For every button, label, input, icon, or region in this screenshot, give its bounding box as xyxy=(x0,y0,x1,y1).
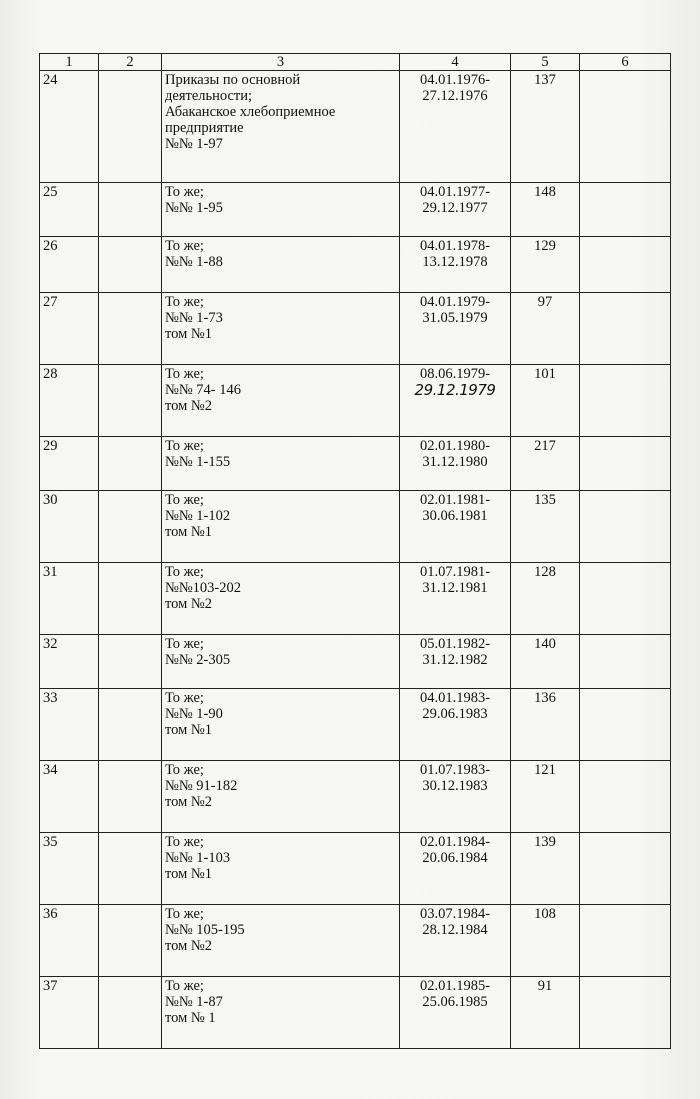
row-date-line: 02.01.1981- xyxy=(419,492,491,508)
row-col6-empty xyxy=(580,833,671,905)
row-col6-empty xyxy=(580,689,671,761)
row-col6-empty xyxy=(580,437,671,491)
row-col6-empty xyxy=(580,293,671,365)
row-date-range xyxy=(400,365,511,437)
row-number-text: 35 xyxy=(43,834,58,850)
row-date-range xyxy=(400,977,511,1049)
row-title-line: То же; xyxy=(165,238,204,254)
row-number-text: 33 xyxy=(43,690,58,706)
row-title-line: №№ 1-73 xyxy=(165,310,223,326)
table-row xyxy=(40,365,671,437)
row-date-line: 04.01.1978- xyxy=(419,238,491,254)
row-sheet-count xyxy=(511,293,580,365)
row-title-line: №№ 1-95 xyxy=(165,200,223,216)
header-row xyxy=(40,54,671,71)
row-title-line: том №2 xyxy=(165,398,213,414)
row-col6-empty xyxy=(580,761,671,833)
row-date-line: 05.01.1982- xyxy=(419,636,491,652)
row-number xyxy=(40,365,99,437)
row-title-line: том № 1 xyxy=(165,1010,216,1026)
row-col2-empty xyxy=(99,905,162,977)
row-title-line: деятельности; xyxy=(165,88,253,104)
row-sheet-count xyxy=(511,71,580,183)
row-number-text: 25 xyxy=(43,184,58,200)
row-number xyxy=(40,293,99,365)
row-sheet-count xyxy=(511,237,580,293)
table-row xyxy=(40,635,671,689)
row-sheet-count xyxy=(511,365,580,437)
row-title xyxy=(162,833,400,905)
table-row xyxy=(40,183,671,237)
row-date-line: 31.12.1980 xyxy=(422,454,488,470)
row-date-line: 04.01.1983- xyxy=(419,690,491,706)
row-date-range xyxy=(400,833,511,905)
row-number-text: 27 xyxy=(43,294,58,310)
row-sheet-count xyxy=(511,905,580,977)
row-number xyxy=(40,977,99,1049)
row-title-line: том №1 xyxy=(165,326,213,342)
row-sheet-count-text: 135 xyxy=(534,492,556,508)
row-date-range xyxy=(400,437,511,491)
row-sheet-count-text: 140 xyxy=(534,636,556,652)
row-col6-empty xyxy=(580,183,671,237)
row-title xyxy=(162,563,400,635)
row-col6-empty xyxy=(580,491,671,563)
row-date-range xyxy=(400,237,511,293)
row-number xyxy=(40,491,99,563)
row-title-line: То же; xyxy=(165,978,204,994)
row-number-text: 24 xyxy=(43,72,58,88)
row-title-line: То же; xyxy=(165,294,204,310)
row-title-line: №№ 1-88 xyxy=(165,254,223,270)
row-number-text: 28 xyxy=(43,366,58,382)
row-title xyxy=(162,183,400,237)
row-date-range xyxy=(400,689,511,761)
row-title-line: том №1 xyxy=(165,722,213,738)
row-number-text: 37 xyxy=(43,978,58,994)
row-date-line: 31.12.1982 xyxy=(422,652,488,668)
row-title xyxy=(162,365,400,437)
row-date-line: 29.06.1983 xyxy=(422,706,488,722)
row-date-range xyxy=(400,491,511,563)
row-title-line: предприятие xyxy=(165,120,244,136)
row-sheet-count-text: 128 xyxy=(534,564,556,580)
row-number-text: 29 xyxy=(43,438,58,454)
row-number xyxy=(40,635,99,689)
row-col2-empty xyxy=(99,761,162,833)
row-date-range xyxy=(400,635,511,689)
row-sheet-count-text: 108 xyxy=(534,906,556,922)
row-title xyxy=(162,977,400,1049)
row-date-line: 03.07.1984- xyxy=(419,906,491,922)
row-number-text: 32 xyxy=(43,636,58,652)
row-date-line: 02.01.1985- xyxy=(419,978,491,994)
row-date-line: 04.01.1977- xyxy=(419,184,491,200)
row-date-line: 04.01.1979- xyxy=(419,294,491,310)
row-date-range xyxy=(400,563,511,635)
row-date-line: 01.07.1983- xyxy=(419,762,491,778)
row-sheet-count-text: 129 xyxy=(534,238,556,254)
row-date-line: 08.06.1979- xyxy=(419,366,491,382)
row-date-range xyxy=(400,71,511,183)
table-row xyxy=(40,71,671,183)
row-title-line: То же; xyxy=(165,564,204,580)
row-date-line: 29.12.1977 xyxy=(422,200,488,216)
row-title-line: №№ 1-90 xyxy=(165,706,223,722)
row-col2-empty xyxy=(99,237,162,293)
row-title-line: То же; xyxy=(165,834,204,850)
col-header-5: 5 xyxy=(511,54,580,71)
col-header-3: 3 xyxy=(162,54,400,71)
row-col2-empty xyxy=(99,365,162,437)
row-title xyxy=(162,905,400,977)
row-number-text: 36 xyxy=(43,906,58,922)
row-title-line: То же; xyxy=(165,184,204,200)
col-header-4: 4 xyxy=(400,54,511,71)
row-col2-empty xyxy=(99,689,162,761)
row-title-line: Абаканское хлебоприемное xyxy=(165,104,336,120)
table-row xyxy=(40,437,671,491)
row-number-text: 31 xyxy=(43,564,58,580)
row-sheet-count-text: 217 xyxy=(534,438,556,454)
row-col2-empty xyxy=(99,437,162,491)
row-number xyxy=(40,833,99,905)
row-title-line: №№ 1-87 xyxy=(165,994,223,1010)
table-row xyxy=(40,491,671,563)
table-row xyxy=(40,833,671,905)
row-sheet-count xyxy=(511,635,580,689)
row-col2-empty xyxy=(99,491,162,563)
row-date-line: 31.05.1979 xyxy=(422,310,488,326)
row-title-line: №№103-202 xyxy=(165,580,241,596)
row-sheet-count xyxy=(511,183,580,237)
row-col2-empty xyxy=(99,833,162,905)
row-number xyxy=(40,437,99,491)
row-sheet-count xyxy=(511,977,580,1049)
row-title-line: том №2 xyxy=(165,938,213,954)
row-title-line: том №2 xyxy=(165,596,213,612)
table-row xyxy=(40,977,671,1049)
row-date-line: 01.07.1981- xyxy=(419,564,491,580)
row-date-line: 30.12.1983 xyxy=(422,778,488,794)
row-col2-empty xyxy=(99,293,162,365)
row-date-line: 02.01.1980- xyxy=(419,438,491,454)
row-sheet-count xyxy=(511,491,580,563)
row-date-line: 31.12.1981 xyxy=(422,580,488,596)
row-title xyxy=(162,635,400,689)
register-body xyxy=(40,71,671,1049)
row-sheet-count-text: 101 xyxy=(534,366,556,382)
table-row xyxy=(40,563,671,635)
row-number xyxy=(40,761,99,833)
table-row xyxy=(40,237,671,293)
row-title-line: То же; xyxy=(165,438,204,454)
row-title-line: Приказы по основной xyxy=(165,72,301,88)
row-date-line: 25.06.1985 xyxy=(422,994,488,1010)
row-sheet-count xyxy=(511,563,580,635)
row-sheet-count-text: 148 xyxy=(534,184,556,200)
row-title-line: том №1 xyxy=(165,866,213,882)
row-number xyxy=(40,563,99,635)
table-row xyxy=(40,761,671,833)
row-title-line: №№ 1-103 xyxy=(165,850,231,866)
row-sheet-count-text: 136 xyxy=(534,690,556,706)
row-col2-empty xyxy=(99,635,162,689)
table-row xyxy=(40,293,671,365)
row-date-line: 13.12.1978 xyxy=(422,254,488,270)
row-sheet-count xyxy=(511,437,580,491)
row-title-line: №№ 74- 146 xyxy=(165,382,241,398)
row-title-line: То же; xyxy=(165,906,204,922)
row-title-line: №№ 91-182 xyxy=(165,778,238,794)
row-date-line: 27.12.1976 xyxy=(422,88,488,104)
row-number xyxy=(40,905,99,977)
row-sheet-count-text: 91 xyxy=(537,978,553,994)
row-date-range xyxy=(400,905,511,977)
register-table xyxy=(39,53,671,1049)
row-number-text: 26 xyxy=(43,238,58,254)
row-date-line: 30.06.1981 xyxy=(422,508,488,524)
row-col2-empty xyxy=(99,71,162,183)
row-number xyxy=(40,689,99,761)
row-title-line: №№ 1-97 xyxy=(165,136,223,152)
table-row xyxy=(40,905,671,977)
row-date-range xyxy=(400,293,511,365)
row-col6-empty xyxy=(580,635,671,689)
row-date-line: 02.01.1984- xyxy=(419,834,491,850)
row-col6-empty xyxy=(580,563,671,635)
row-sheet-count-text: 97 xyxy=(537,294,553,310)
row-date-line: 28.12.1984 xyxy=(422,922,488,938)
row-number-text: 30 xyxy=(43,492,58,508)
row-date-range xyxy=(400,183,511,237)
row-title xyxy=(162,689,400,761)
row-title-line: №№ 1-102 xyxy=(165,508,231,524)
row-sheet-count xyxy=(511,761,580,833)
row-title xyxy=(162,71,400,183)
row-title-line: №№ 2-305 xyxy=(165,652,231,668)
row-sheet-count xyxy=(511,689,580,761)
row-title-line: То же; xyxy=(165,690,204,706)
row-date-line: 04.01.1976- xyxy=(419,72,491,88)
row-col6-empty xyxy=(580,977,671,1049)
row-title-line: том №1 xyxy=(165,524,213,540)
row-date-line: 29.12.1979 xyxy=(414,381,496,399)
row-title-line: том №2 xyxy=(165,794,213,810)
row-col6-empty xyxy=(580,365,671,437)
row-title-line: То же; xyxy=(165,366,204,382)
row-col2-empty xyxy=(99,977,162,1049)
row-date-range xyxy=(400,761,511,833)
row-col2-empty xyxy=(99,563,162,635)
row-sheet-count-text: 137 xyxy=(534,72,556,88)
row-number xyxy=(40,237,99,293)
row-title-line: №№ 105-195 xyxy=(165,922,245,938)
row-number xyxy=(40,71,99,183)
col-header-6: 6 xyxy=(580,54,671,71)
row-title-line: То же; xyxy=(165,492,204,508)
row-sheet-count xyxy=(511,833,580,905)
row-sheet-count-text: 121 xyxy=(534,762,556,778)
row-sheet-count-text: 139 xyxy=(534,834,556,850)
row-title-line: То же; xyxy=(165,762,204,778)
row-col6-empty xyxy=(580,237,671,293)
row-col6-empty xyxy=(580,905,671,977)
table-row xyxy=(40,689,671,761)
row-title xyxy=(162,761,400,833)
row-title-line: №№ 1-155 xyxy=(165,454,231,470)
col-header-1: 1 xyxy=(40,54,99,71)
row-title xyxy=(162,491,400,563)
row-title xyxy=(162,437,400,491)
row-title xyxy=(162,293,400,365)
row-title xyxy=(162,237,400,293)
row-date-line: 20.06.1984 xyxy=(422,850,488,866)
row-number-text: 34 xyxy=(43,762,58,778)
row-col6-empty xyxy=(580,71,671,183)
row-col2-empty xyxy=(99,183,162,237)
row-number xyxy=(40,183,99,237)
col-header-2: 2 xyxy=(99,54,162,71)
row-title-line: То же; xyxy=(165,636,204,652)
